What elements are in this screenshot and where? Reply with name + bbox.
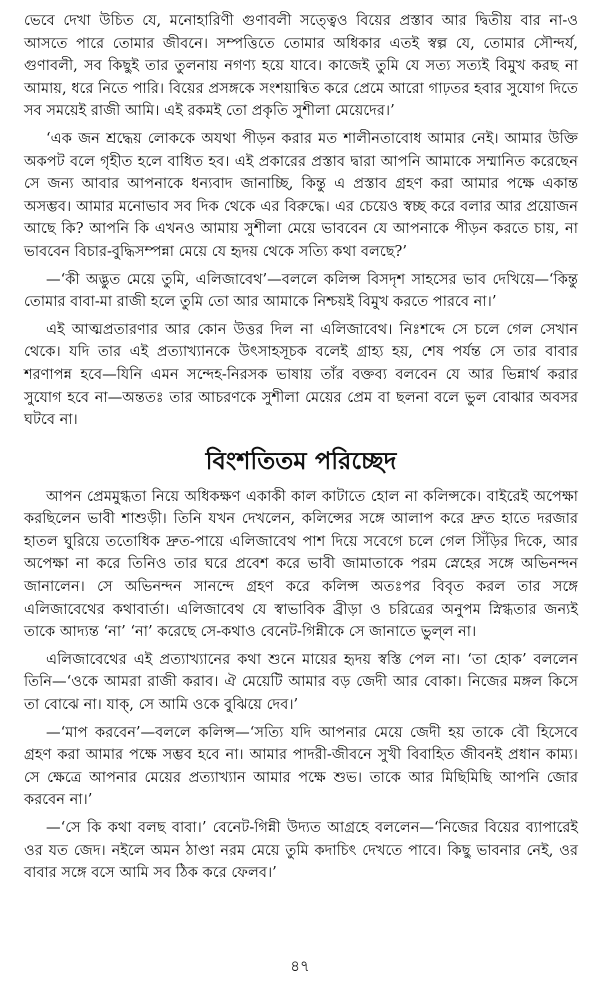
text-block-top (24, 10, 578, 432)
paragraph: —‘সে কি কথা বলছ বাবা।’ বেনেট-গিন্নী উদ্যত আগ্রহে বললেন—‘নিজের বিয়ের ব্যাপারেই ওর যত জেদ। নইলে অমন ঠাণ্ডা নরম মেয়ে তুমি কদাচিৎ দেখতে পাবে। কিছু ভাবনার নেই, ওর বাবার সঙ্গে বসে আমি সব ঠিক করে ফেলব।’ (24, 819, 578, 882)
paragraph: ভেবে দেখা উচিত যে, মনোহারিণী গুণাবলী সত্ত্বেও বিয়ের প্রস্তাব আর দ্বিতীয় বার না-ও আসতে পারে তোমার জীবনে। সম্পত্তিতে তোমার অধিকার এতই স্বল্প যে, তোমার সৌন্দর্য, গুণাবলী, সব কিছুই তার তুলনায় নগণ্য হয়ে যাবে। কাজেই তুমি যে সত্য সত্যই বিমুখ করছ না আমায়, ধরে নিতে পারি। বিয়ের প্রসঙ্গকে সংশয়ান্বিত করে প্রেমে আরো গাঢ়তর হবার সুযোগ দিতে সব সময়েই রাজী আমি। এই রকমই তো প্রকৃতি সুশীলা মেয়েদের।’ (24, 12, 578, 120)
paragraph: এই আত্মপ্রতারণার আর কোন উত্তর দিল না এলিজাবেথ। নিঃশব্দে সে চলে গেল সেখান থেকে। যদি তার এই প্রত্যাখ্যানকে উৎসাহসূচক বলেই গ্রাহ্য হয়, শেষ পর্যন্ত সে তার বাবার শরণাপন্ন হবে—যিনি এমন সন্দেহ-নিরসক ভাষায় তাঁর বক্তব্য বলবেন যে আর ভিন্নার্থ করার সুযোগ হবে না—অন্ততঃ তার আচরণকে সুশীলা মেয়ের প্রেম বা ছলনা বলে ভুল বোঝার অবসর ঘটবে না। (24, 320, 578, 429)
page-number: ৪৭ (290, 957, 310, 975)
paragraph: এলিজাবেথের এই প্রত্যাখ্যানের কথা শুনে মায়ের হৃদয় স্বস্তি পেল না। ‘তা হোক’ বললেন তিনি—‘ওকে আমরা রাজী করাব। ঐ মেয়েটি আমার বড় জেদী আর বোকা। নিজের মঙ্গল কিসে তা বোঝে না। যাক্, সে আমি ওকে বুঝিয়ে দেব।’ (24, 650, 578, 714)
book-page (24, 10, 578, 890)
paragraph: —‘মাপ করবেন’—বললে কলিন্স—‘সত্যি যদি আপনার মেয়ে জেদী হয় তাকে বৌ হিসেবে গ্রহণ করা আমার পক্ষে সম্ভব হবে না। আমার পাদরী-জীবনে সুখী বিবাহিত জীবনই প্রধান কাম্য। সে ক্ষেত্রে আপনার মেয়ের প্রত্যাখ্যান আমার পক্ষে শুভ। তাকে আর মিছিমিছি আপনি জোর করবেন না।’ (24, 723, 578, 809)
paragraph: —‘কী অদ্ভুত মেয়ে তুমি, এলিজাবেথ’—বললে কলিন্স বিসদৃশ সাহসের ভাব দেখিয়ে—‘কিন্তু তোমার বাবা-মা রাজী হলে তুমি তো আর আমাকে নিশ্চয়ই বিমুখ করতে পারবে না।’ (24, 270, 578, 311)
paragraph: আপন প্রেমমুগ্ধতা নিয়ে অধিকক্ষণ একাকী কাল কাটাতে হোল না কলিন্সকে। বাইরেই অপেক্ষা করছিলেন ভাবী শাশুড়ী। তিনি যখন দেখলেন, কলিন্সের সঙ্গে আলাপ করে দ্রুত হাতে দরজার হাতল ঘুরিয়ে ততোধিক দ্রুত-পায়ে এলিজাবেথ পাশ দিয়ে সবেগে চলে গেল সিঁড়ির দিকে, আর অপেক্ষা না করে তিনিও তার ঘরে প্রবেশ করে ভাবী জামাতাকে পরম স্নেহের সঙ্গে অভিনন্দন জানালেন। সে অভিনন্দন সানন্দে গ্রহণ করে কলিন্স অতঃপর বিবৃত করল তার সঙ্গে এলিজাবেথের কথাবার্তা। এলিজাবেথ যে স্বাভাবিক ব্রীড়া ও চরিত্রের অনুপম স্নিগ্ধতার জন্যই তাকে আদ্যন্ত ‘না’ ‘না’ করেছে সে-কথাও বেনেট-গিন্নীকে সে জানাতে ভুল্‌ল না। (24, 487, 578, 641)
chapter-title: বিংশতিতম পরিচ্ছেদ (205, 445, 397, 475)
paragraph: ‘এক জন শ্রদ্ধেয় লোককে অযথা পীড়ন করার মত শালীনতাবোধ আমার নেই। আমার উক্তি অকপট বলে গৃহীত হলে বাধিত হব। এই প্রকারের প্রস্তাব দ্বারা আপনি আমাকে সম্মানিত করেছেন সে জন্য আবার আপনাকে ধন্যবাদ জানাচ্ছি, কিন্তু এ প্রস্তাব গ্রহণ করা আমার পক্ষে একান্ত অসম্ভব। আমার মনোভাব সব দিক থেকে এর বিরুদ্ধে। এর চেয়েও স্বচ্ছ করে বলার আর প্রয়োজন আছে কি? আপনি কি এখনও আমায় সুশীলা মেয়ে ভাববেন যে আপনাকে পীড়ন করতে চায়, না ভাববেন বিচার-বুদ্ধিসম্পন্না মেয়ে যে হৃদয় থেকে সত্যি কথা বলছে?’ (24, 129, 578, 260)
text-block-bottom (24, 486, 578, 885)
